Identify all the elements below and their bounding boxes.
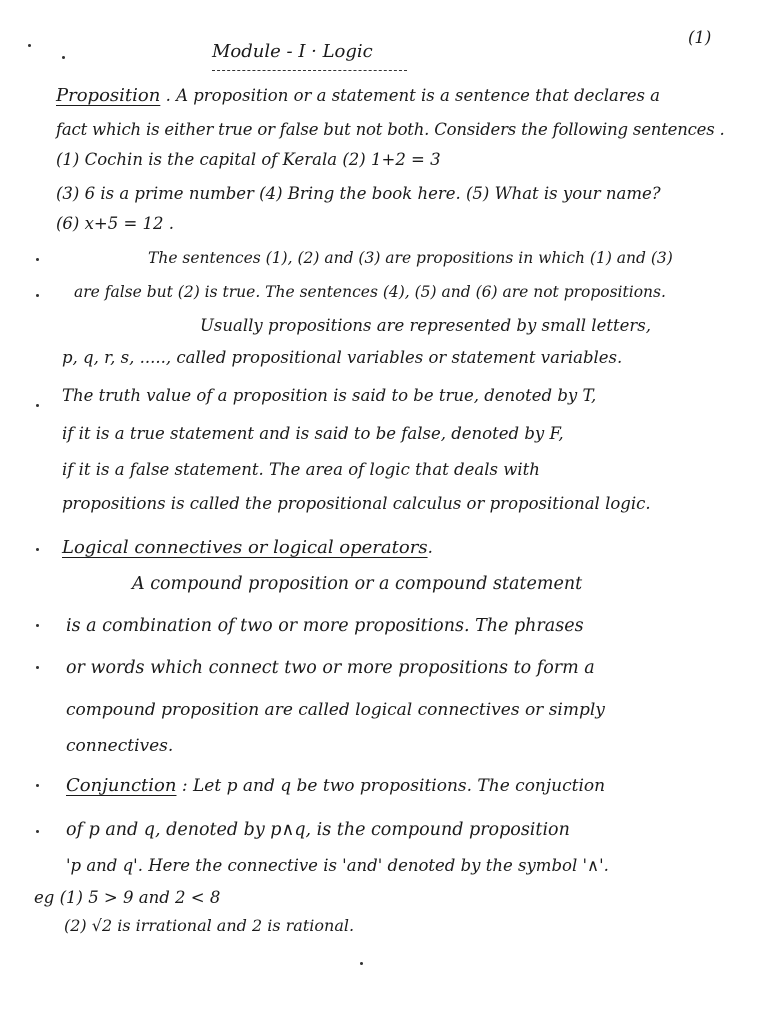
conjunction-heading: Conjunction [66,775,177,796]
connectives-line-5: connectives. [66,736,174,756]
proposition-line-2: fact which is either true or false but not both. Considers the following sentences . [56,120,725,139]
paragraph-3-line-2: if it is a true statement and is said to be false, denoted by F, [62,424,564,443]
connectives-line-1: A compound proposition or a compound statement [132,574,583,594]
example-2: (2) √2 is irrational and 2 is rational. [64,916,355,935]
margin-dot [36,258,39,261]
paragraph-1-line-1: The sentences (1), (2) and (3) are propositions in which (1) and (3) [148,249,673,267]
proposition-text-1: . A proposition or a statement is a sentence that declares a [165,86,661,105]
conjunction-line-3: 'p and q'. Here the connective is 'and' denoted by the symbol '∧'. [66,856,609,875]
example-row-1: (1) Cochin is the capital of Kerala (2) 1+2 = 3 [56,150,441,169]
paragraph-3-line-1: The truth value of a proposition is said to be true, denoted by T, [62,386,597,405]
margin-dot [36,784,39,787]
conjunction-line-2: of p and q, denoted by p∧q, is the compound proposition [66,820,570,840]
paragraph-2-line-2: p, q, r, s, ....., called propositional variables or statement variables. [62,348,623,367]
margin-dot [36,666,39,669]
conjunction-text-1: : Let p and q be two propositions. The conjuction [181,776,606,796]
example-row-3: (6) x+5 = 12 . [56,214,175,233]
paragraph-1-line-2: are false but (2) is true. The sentences (4), (5) and (6) are not propositions. [74,283,666,301]
margin-dot [62,56,65,59]
paragraph-2-line-1: Usually propositions are represented by small letters, [200,316,651,335]
margin-dot [36,548,39,551]
margin-dot [360,962,363,965]
page-title: Module - I · Logic [212,41,373,62]
title-underline [212,70,407,71]
paragraph-3-line-4: propositions is called the propositional calculus or propositional logic. [62,494,651,513]
connectives-heading-line [62,538,433,558]
margin-dot [28,44,31,47]
margin-dot [36,294,39,297]
connectives-line-2: is a combination of two or more propositions. The phrases [66,616,584,636]
connectives-heading: Logical connectives or logical operators [62,537,428,558]
connectives-heading-end: . [427,538,433,557]
connectives-line-3: or words which connect two or more propositions to form a [66,658,595,678]
paragraph-3-line-3: if it is a false statement. The area of logic that deals with [62,460,540,479]
example-1: eg (1) 5 > 9 and 2 < 8 [34,888,221,907]
example-row-2: (3) 6 is a prime number (4) Bring the book here. (5) What is your name? [56,184,661,203]
margin-dot [36,624,39,627]
page-number: (1) [688,28,712,47]
connectives-line-4: compound proposition are called logical connectives or simply [66,700,605,720]
proposition-line-1 [56,86,660,106]
conjunction-line-1 [66,776,605,796]
proposition-heading: Proposition [56,85,161,106]
margin-dot [36,830,39,833]
margin-dot [36,404,39,407]
